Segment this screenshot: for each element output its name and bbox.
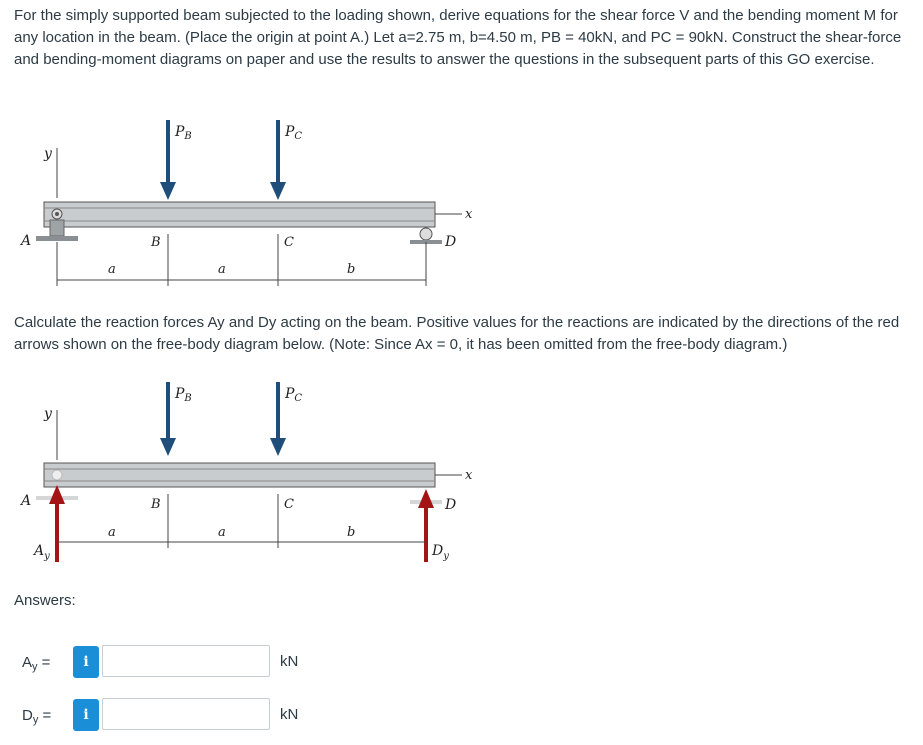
ay-unit: kN — [280, 653, 299, 670]
fbd-pc-label: $P_C$ — [285, 386, 303, 404]
x-axis-label: x — [465, 207, 473, 222]
point-a-label: A — [21, 233, 32, 249]
pb-label: $P_B$ — [175, 124, 192, 142]
fbd-point-a-label: A — [21, 493, 32, 509]
info-icon[interactable]: i — [73, 699, 99, 731]
fbd-dim-a2: a — [218, 525, 226, 540]
point-c-label: C — [284, 235, 294, 250]
reaction-instructions: Calculate the reaction forces Ay and Dy acting on the beam. Positive values for the reactions are indicated by the directions of the red arrows shown on the free-body diagram below. (Note: Since Ax = 0, it has been omitted from the free-body diagram.) — [14, 314, 900, 353]
fbd-pb-label: $P_B$ — [175, 386, 192, 404]
dim-a1: a — [108, 262, 116, 277]
load-arrow-pc — [270, 120, 286, 200]
info-icon[interactable]: i — [73, 646, 99, 678]
dy-input[interactable] — [102, 698, 270, 730]
dy-fbd-label: $D_y$ — [432, 543, 449, 562]
free-body-diagram — [0, 372, 923, 572]
roller-support-d — [410, 228, 442, 244]
fbd-y-axis-label: y — [44, 406, 52, 422]
pc-label: $P_C$ — [285, 124, 303, 142]
fbd-load-arrow-pb — [160, 382, 176, 456]
fbd-beam — [44, 463, 435, 487]
ay-fbd-label: $A_y$ — [34, 543, 50, 562]
load-arrow-pb — [160, 120, 176, 200]
fbd-point-b-label: B — [151, 497, 161, 512]
beam-figure — [0, 110, 923, 290]
ay-input[interactable] — [102, 645, 270, 677]
problem-statement: For the simply supported beam subjected to the loading shown, derive equations for the shear force V and the bending moment M for any location in the beam. (Place the origin at point A.) Let a=2.75 m, b=4.50 m, PB = 40kN, and PC = 90kN. Construct the shear-force and bending-moment diagrams on paper and use the results to answer the questions in the subsequent parts of this GO exercise. — [14, 7, 902, 68]
answers-heading: Answers: — [14, 592, 76, 609]
dy-label: $D_y$ = — [22, 707, 52, 726]
fbd-x-axis-label: x — [465, 468, 473, 483]
dim-b: b — [347, 262, 356, 277]
point-d-label: D — [445, 234, 457, 250]
fbd-point-d-label: D — [445, 497, 457, 513]
dim-a2: a — [218, 262, 226, 277]
ay-label: $A_y$ = — [22, 654, 51, 673]
fbd-dim-a1: a — [108, 525, 116, 540]
point-b-label: B — [151, 235, 161, 250]
beam — [44, 202, 435, 227]
fbd-load-arrow-pc — [270, 382, 286, 456]
fbd-dim-b: b — [347, 525, 356, 540]
dy-unit: kN — [280, 706, 299, 723]
fbd-point-c-label: C — [284, 497, 294, 512]
y-axis-label: y — [44, 146, 52, 162]
